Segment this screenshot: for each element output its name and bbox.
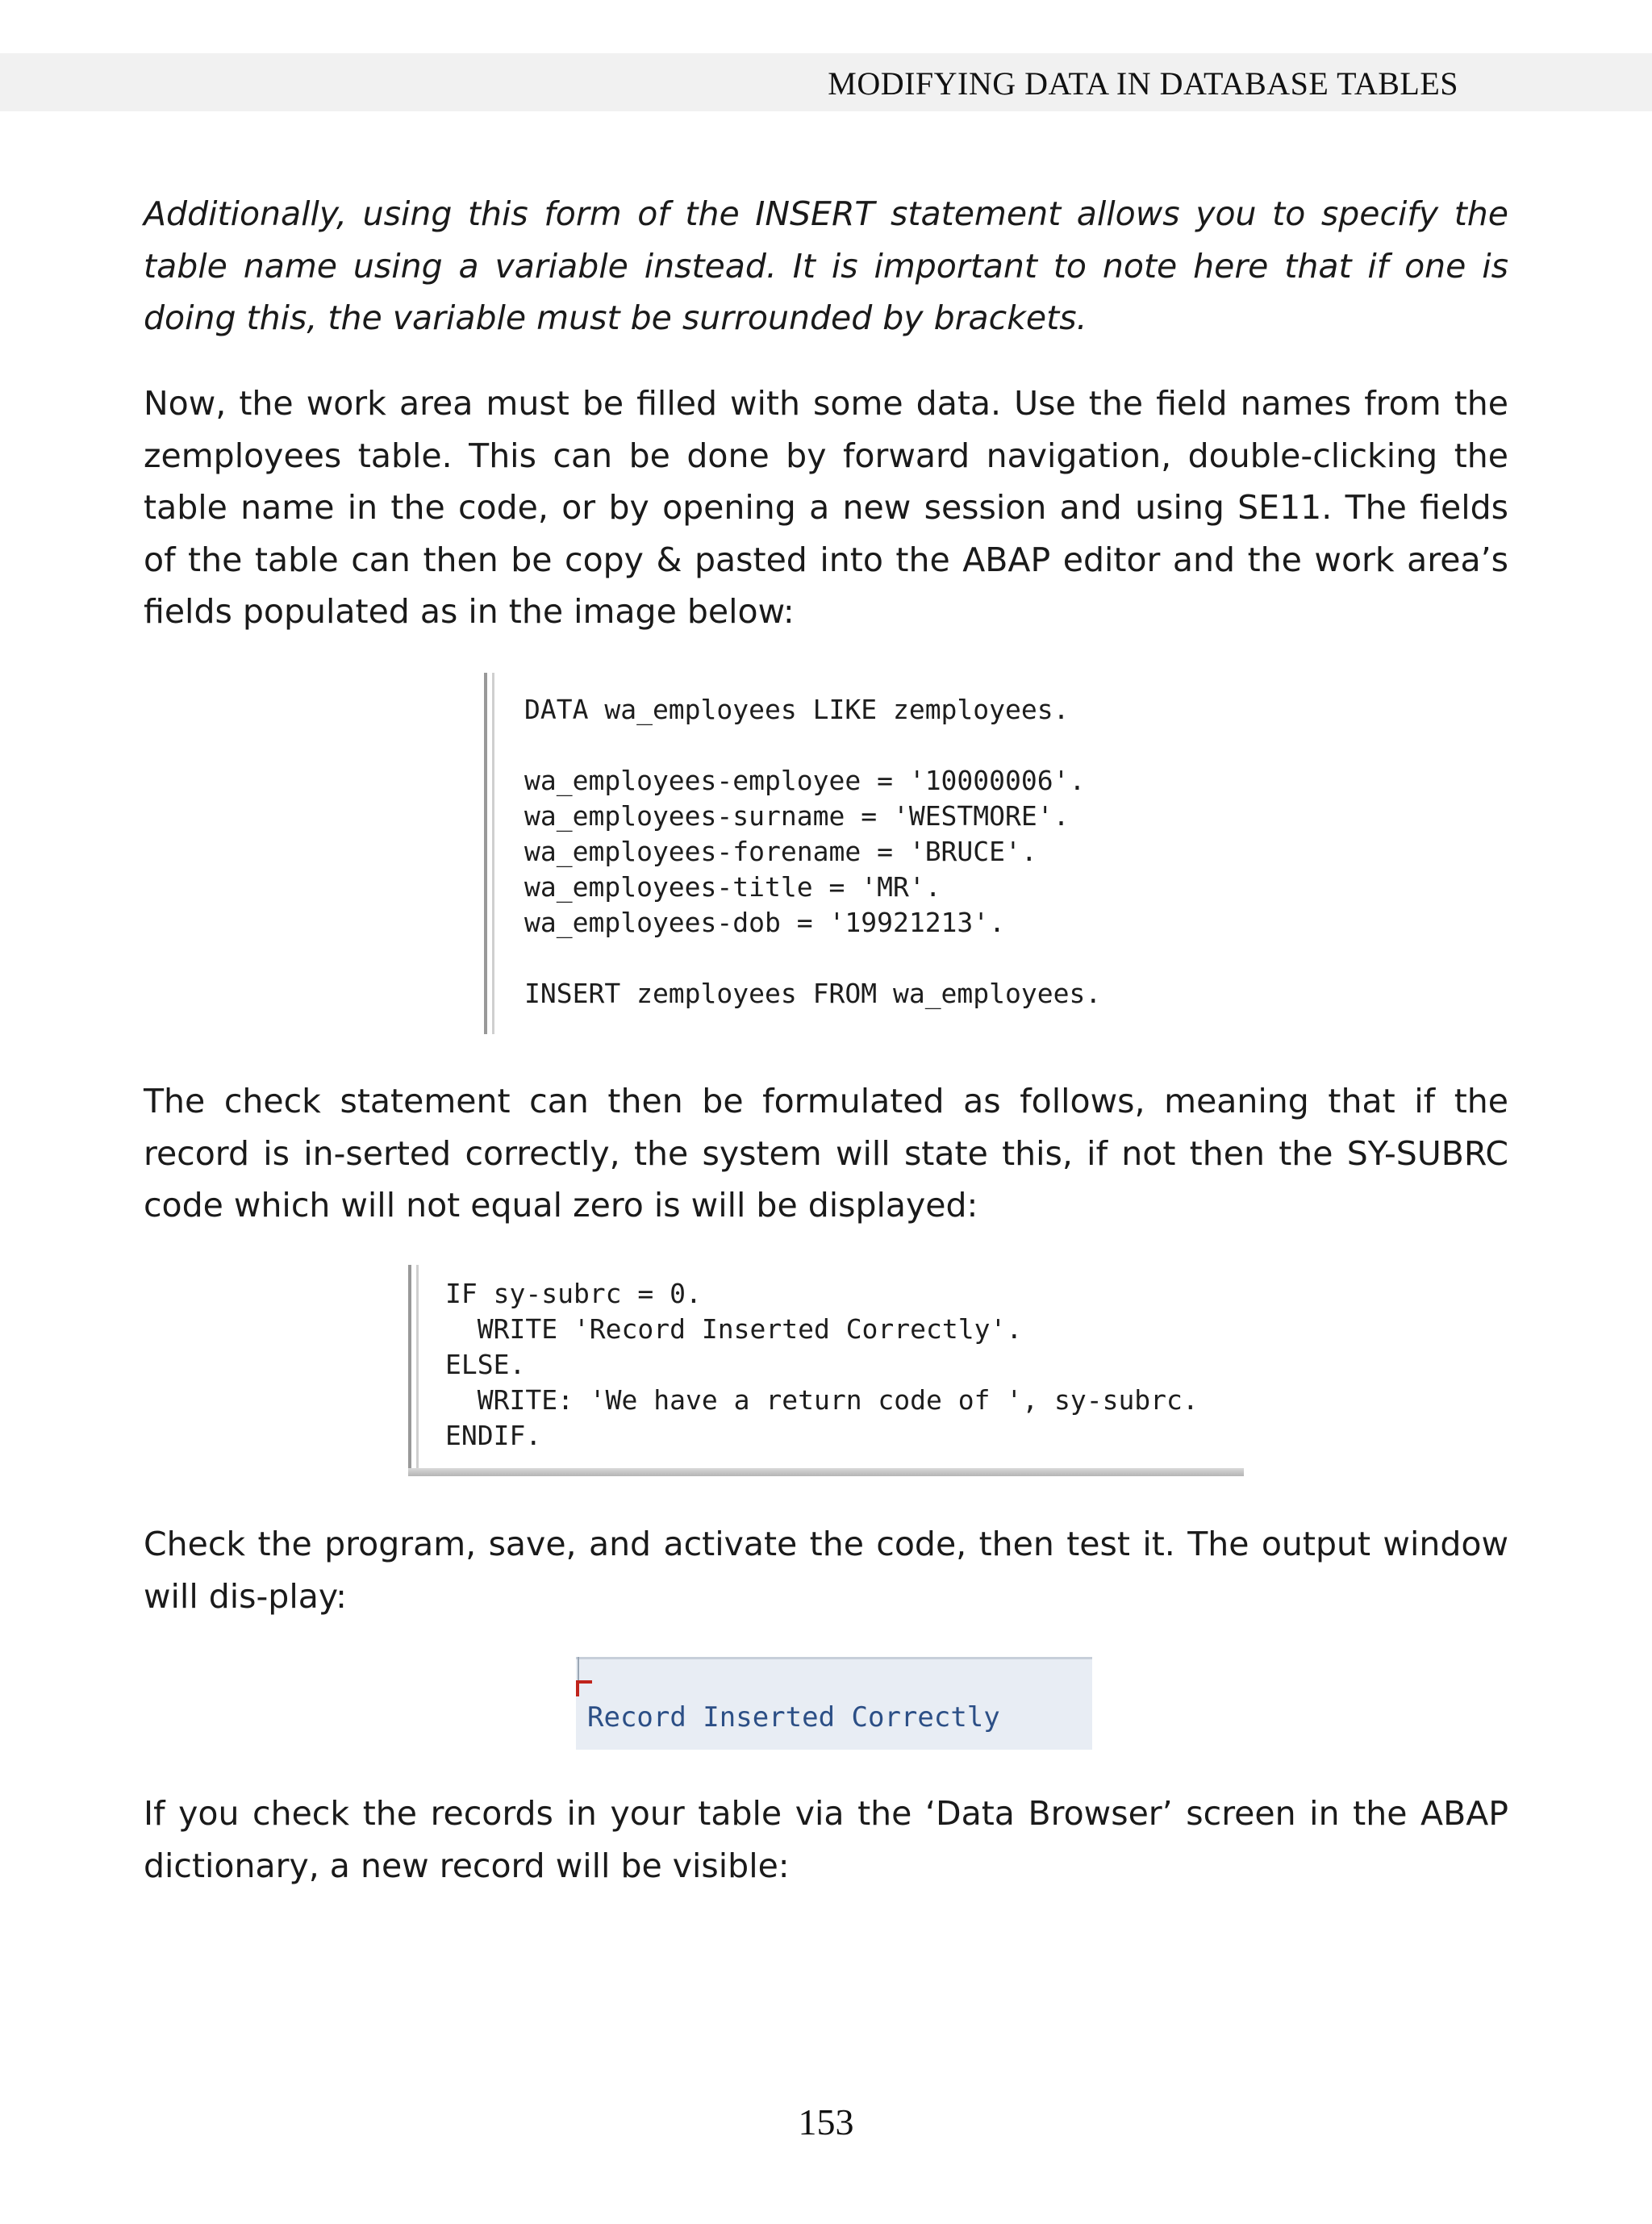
output-cursor-line [578,1657,579,1681]
code-block-shadow [408,1468,1244,1476]
code-gutter-bar [408,1265,419,1476]
page-number: 153 [798,2101,854,2143]
paragraph-check-statement: The check statement can then be formulated as follows, meaning that if the record is in-serted correctly, the system will state this, if not then the SY-SUBRC code which will not equal zero is will be displayed: [144,1082,1508,1225]
code-line: wa_employees-employee = '10000006'. [524,765,1086,796]
code-line: ELSE. [445,1349,526,1380]
paragraph-test-output: Check the program, save, and activate the code, then test it. The output window will dis-play: [144,1525,1508,1616]
paragraph-data-browser: If you check the records in your table via the ‘Data Browser’ screen in the ABAP dictionary, a new record will be visible: [144,1794,1508,1885]
paragraph-work-area-fill: Now, the work area must be filled with some data. Use the field names from the zemployees table. This can be done by forward navigation, double-clicking the table name in the code, or by opening a new session and using SE11. The fields of the table can then be copy & pasted into the ABAP editor and the work area’s fields populated as in the image below: [144,384,1508,631]
code-line: wa_employees-surname = 'WESTMORE'. [524,800,1070,832]
code-block-work-area [484,673,1145,1034]
paragraph-insert-variable-note: Additionally, using this form of the INSERT statement allows you to specify the table name using a variable instead. It is important to note here that if one is doing this, the variable must be surrounded by brackets. [144,194,1508,337]
code-line: ENDIF. [445,1420,542,1451]
code-line: wa_employees-forename = 'BRUCE'. [524,836,1037,867]
code-line: WRITE: 'We have a return code of ', sy-subrc. [445,1384,1199,1416]
code-line: WRITE 'Record Inserted Correctly'. [445,1313,1023,1345]
code-gutter-bar [484,673,494,1034]
output-text: Record Inserted Correctly [587,1701,1000,1734]
code-line: IF sy-subrc = 0. [445,1278,702,1309]
code-line: INSERT zemployees FROM wa_employees. [524,978,1102,1009]
code-block-check-statement [408,1265,1244,1476]
code-line: wa_employees-dob = '19921213'. [524,907,1006,938]
code-line: DATA wa_employees LIKE zemployees. [524,694,1070,725]
output-corner-marker-icon [576,1680,592,1696]
running-head: MODIFYING DATA IN DATABASE TABLES [828,65,1458,102]
code-line: wa_employees-title = 'MR'. [524,871,941,903]
output-window [576,1657,1092,1750]
